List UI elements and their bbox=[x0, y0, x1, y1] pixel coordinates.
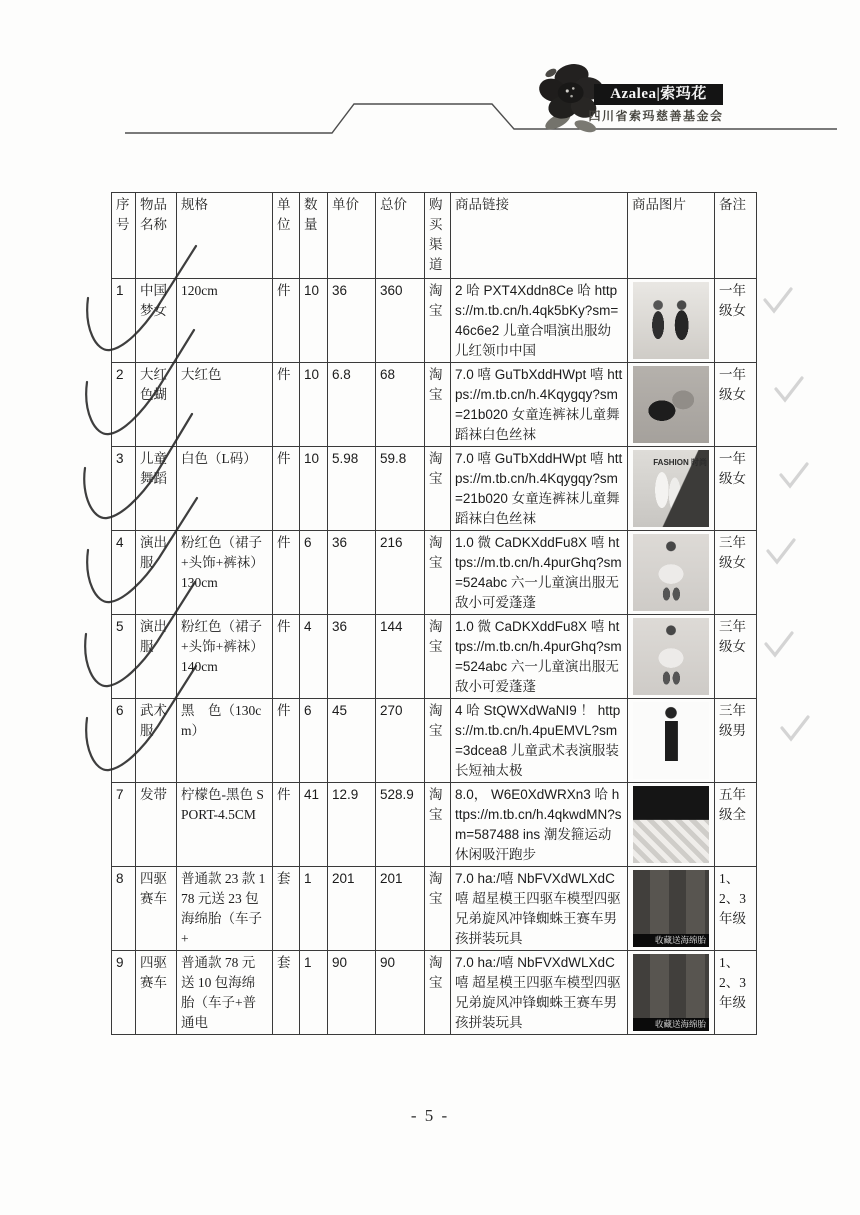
cell-unit-price: 36 bbox=[328, 279, 376, 363]
product-image bbox=[633, 786, 709, 863]
cell-serial-number: 9 bbox=[112, 951, 136, 1035]
cell-unit: 件 bbox=[273, 531, 300, 615]
cell-product-image bbox=[628, 531, 715, 615]
cell-item-name: 儿童舞蹈 bbox=[136, 447, 177, 531]
cell-channel: 淘宝 bbox=[425, 783, 451, 867]
cell-total-price: 216 bbox=[376, 531, 425, 615]
cell-product-image bbox=[628, 951, 715, 1035]
cell-spec: 120cm bbox=[177, 279, 273, 363]
table-row bbox=[112, 951, 757, 1035]
cell-unit: 套 bbox=[273, 867, 300, 951]
col-header-item-name: 物品名称 bbox=[136, 193, 177, 279]
cell-quantity: 1 bbox=[300, 867, 328, 951]
cell-channel: 淘宝 bbox=[425, 447, 451, 531]
cell-total-price: 68 bbox=[376, 363, 425, 447]
table-row bbox=[112, 531, 757, 615]
product-image bbox=[633, 618, 709, 695]
table-row bbox=[112, 615, 757, 699]
col-header-quantity: 数量 bbox=[300, 193, 328, 279]
cell-unit: 套 bbox=[273, 951, 300, 1035]
cell-unit-price: 12.9 bbox=[328, 783, 376, 867]
cell-serial-number: 7 bbox=[112, 783, 136, 867]
cell-total-price: 90 bbox=[376, 951, 425, 1035]
col-header-unit-price: 单价 bbox=[328, 193, 376, 279]
product-image-caption: FASHION 时尚 bbox=[653, 458, 707, 467]
cell-quantity: 10 bbox=[300, 447, 328, 531]
cell-item-name: 演出服 bbox=[136, 531, 177, 615]
col-header-unit: 单位 bbox=[273, 193, 300, 279]
cell-product-link: 7.0 ha:/嘻 NbFVXdWLXdC 嘻 超星模王四驱车模型四驱兄弟旋风冲锋蜘蛛王赛车男孩拼装玩具 bbox=[451, 951, 628, 1035]
table-row bbox=[112, 867, 757, 951]
cell-unit: 件 bbox=[273, 363, 300, 447]
product-image bbox=[633, 954, 709, 1031]
cell-spec: 普通款 78 元送 10 包海绵胎（车子+普通电 bbox=[177, 951, 273, 1035]
cell-item-name: 演出服 bbox=[136, 615, 177, 699]
cell-item-name: 四驱赛车 bbox=[136, 867, 177, 951]
col-header-serial: 序号 bbox=[112, 193, 136, 279]
cell-unit-price: 36 bbox=[328, 615, 376, 699]
cell-channel: 淘宝 bbox=[425, 363, 451, 447]
cell-channel: 淘宝 bbox=[425, 279, 451, 363]
cell-note: 一年级女 bbox=[715, 279, 757, 363]
table-row bbox=[112, 699, 757, 783]
col-header-note: 备注 bbox=[715, 193, 757, 279]
cell-unit: 件 bbox=[273, 699, 300, 783]
items-tbody bbox=[112, 279, 757, 1035]
cell-unit: 件 bbox=[273, 615, 300, 699]
header-divider-line bbox=[0, 0, 860, 170]
product-image-caption: 收藏送海绵胎 bbox=[633, 1018, 709, 1031]
cell-channel: 淘宝 bbox=[425, 531, 451, 615]
cell-unit-price: 201 bbox=[328, 867, 376, 951]
cell-note: 1、2、3年级 bbox=[715, 951, 757, 1035]
cell-spec: 粉红色（裙子+头饰+裤袜）130cm bbox=[177, 531, 273, 615]
cell-serial-number: 1 bbox=[112, 279, 136, 363]
product-image-caption: 收藏送海绵胎 bbox=[633, 934, 709, 947]
cell-spec: 大红色 bbox=[177, 363, 273, 447]
cell-item-name: 大红色蝴 bbox=[136, 363, 177, 447]
cell-item-name: 中国梦女 bbox=[136, 279, 177, 363]
page-number: - 5 - bbox=[410, 1106, 450, 1125]
cell-product-image bbox=[628, 615, 715, 699]
cell-serial-number: 4 bbox=[112, 531, 136, 615]
cell-serial-number: 5 bbox=[112, 615, 136, 699]
product-image bbox=[633, 282, 709, 359]
cell-channel: 淘宝 bbox=[425, 867, 451, 951]
table-row bbox=[112, 783, 757, 867]
cell-product-link: 7.0 ha:/嘻 NbFVXdWLXdC 嘻 超星模王四驱车模型四驱兄弟旋风冲锋蜘蛛王赛车男孩拼装玩具 bbox=[451, 867, 628, 951]
cell-unit-price: 6.8 bbox=[328, 363, 376, 447]
product-image bbox=[633, 534, 709, 611]
cell-unit: 件 bbox=[273, 783, 300, 867]
cell-channel: 淘宝 bbox=[425, 699, 451, 783]
cell-total-price: 528.9 bbox=[376, 783, 425, 867]
table-header-row bbox=[112, 193, 757, 279]
table-row bbox=[112, 363, 757, 447]
cell-product-link: 8.0， W6E0XdWRXn3 哈 https://m.tb.cn/h.4qkwdMN?sm=587488 ins 潮发箍运动休闲吸汗跑步 bbox=[451, 783, 628, 867]
cell-unit-price: 36 bbox=[328, 531, 376, 615]
cell-unit: 件 bbox=[273, 279, 300, 363]
cell-unit-price: 5.98 bbox=[328, 447, 376, 531]
cell-note: 五年级全 bbox=[715, 783, 757, 867]
cell-spec: 柠檬色-黑色 SPORT-4.5CM bbox=[177, 783, 273, 867]
cell-unit-price: 90 bbox=[328, 951, 376, 1035]
cell-item-name: 四驱赛车 bbox=[136, 951, 177, 1035]
cell-item-name: 发带 bbox=[136, 783, 177, 867]
cell-quantity: 6 bbox=[300, 699, 328, 783]
organization-name: 四川省索玛慈善基金会 bbox=[588, 109, 724, 123]
cell-quantity: 6 bbox=[300, 531, 328, 615]
cell-unit: 件 bbox=[273, 447, 300, 531]
cell-product-image bbox=[628, 867, 715, 951]
cell-total-price: 59.8 bbox=[376, 447, 425, 531]
col-header-product-link: 商品链接 bbox=[451, 193, 628, 279]
cell-quantity: 1 bbox=[300, 951, 328, 1035]
cell-total-price: 360 bbox=[376, 279, 425, 363]
cell-total-price: 270 bbox=[376, 699, 425, 783]
cell-quantity: 4 bbox=[300, 615, 328, 699]
cell-spec: 黑 色（130cm） bbox=[177, 699, 273, 783]
col-header-product-image: 商品图片 bbox=[628, 193, 715, 279]
product-image bbox=[633, 870, 709, 947]
cell-product-link: 1.0 微 CaDKXddFu8X 嘻 https://m.tb.cn/h.4purGhq?sm=524abc 六一儿童演出服无敌小可爱蓬蓬 bbox=[451, 615, 628, 699]
cell-product-image bbox=[628, 783, 715, 867]
cell-total-price: 201 bbox=[376, 867, 425, 951]
cell-note: 三年级女 bbox=[715, 615, 757, 699]
cell-product-link: 2 哈 PXT4Xddn8Ce 哈 https://m.tb.cn/h.4qk5bKy?sm=46c6e2 儿童合唱演出服幼儿红领巾中国 bbox=[451, 279, 628, 363]
cell-channel: 淘宝 bbox=[425, 615, 451, 699]
cell-note: 一年级女 bbox=[715, 363, 757, 447]
cell-product-link: 7.0 嘻 GuTbXddHWpt 嘻 https://m.tb.cn/h.4Kqygqy?sm=21b020 女童连裤袜儿童舞蹈袜白色丝袜 bbox=[451, 447, 628, 531]
cell-note: 三年级男 bbox=[715, 699, 757, 783]
cell-quantity: 10 bbox=[300, 279, 328, 363]
table-row bbox=[112, 447, 757, 531]
cell-serial-number: 2 bbox=[112, 363, 136, 447]
table-row bbox=[112, 279, 757, 363]
cell-spec: 白色（L码） bbox=[177, 447, 273, 531]
cell-total-price: 144 bbox=[376, 615, 425, 699]
cell-product-link: 7.0 嘻 GuTbXddHWpt 嘻 https://m.tb.cn/h.4Kqygqy?sm=21b020 女童连裤袜儿童舞蹈袜白色丝袜 bbox=[451, 363, 628, 447]
cell-channel: 淘宝 bbox=[425, 951, 451, 1035]
cell-serial-number: 6 bbox=[112, 699, 136, 783]
cell-note: 三年级女 bbox=[715, 531, 757, 615]
cell-note: 1、2、3年级 bbox=[715, 867, 757, 951]
cell-quantity: 41 bbox=[300, 783, 328, 867]
cell-serial-number: 3 bbox=[112, 447, 136, 531]
cell-product-image bbox=[628, 279, 715, 363]
cell-product-link: 4 哈 StQWXdWaNI9 ！ https://m.tb.cn/h.4puEMVL?sm=3dcea8 儿童武术表演服装长短袖太极 bbox=[451, 699, 628, 783]
col-header-spec: 规格 bbox=[177, 193, 273, 279]
cell-quantity: 10 bbox=[300, 363, 328, 447]
cell-product-image bbox=[628, 447, 715, 531]
col-header-channel: 购买渠道 bbox=[425, 193, 451, 279]
col-header-total-price: 总价 bbox=[376, 193, 425, 279]
cell-product-image bbox=[628, 363, 715, 447]
brand-banner: Azalea|索玛花 bbox=[594, 84, 723, 105]
cell-spec: 粉红色（裙子+头饰+裤袜）140cm bbox=[177, 615, 273, 699]
cell-unit-price: 45 bbox=[328, 699, 376, 783]
cell-spec: 普通款 23 款 178 元送 23 包海绵胎（车子+ bbox=[177, 867, 273, 951]
cell-serial-number: 8 bbox=[112, 867, 136, 951]
gray-checkmark-icon bbox=[765, 289, 808, 739]
procurement-table bbox=[111, 192, 757, 1035]
product-image bbox=[633, 366, 709, 443]
cell-product-image bbox=[628, 699, 715, 783]
cell-item-name: 武术服 bbox=[136, 699, 177, 783]
product-image bbox=[633, 450, 709, 527]
cell-note: 一年级女 bbox=[715, 447, 757, 531]
product-image bbox=[633, 702, 709, 779]
cell-product-link: 1.0 微 CaDKXddFu8X 嘻 https://m.tb.cn/h.4purGhq?sm=524abc 六一儿童演出服无敌小可爱蓬蓬 bbox=[451, 531, 628, 615]
